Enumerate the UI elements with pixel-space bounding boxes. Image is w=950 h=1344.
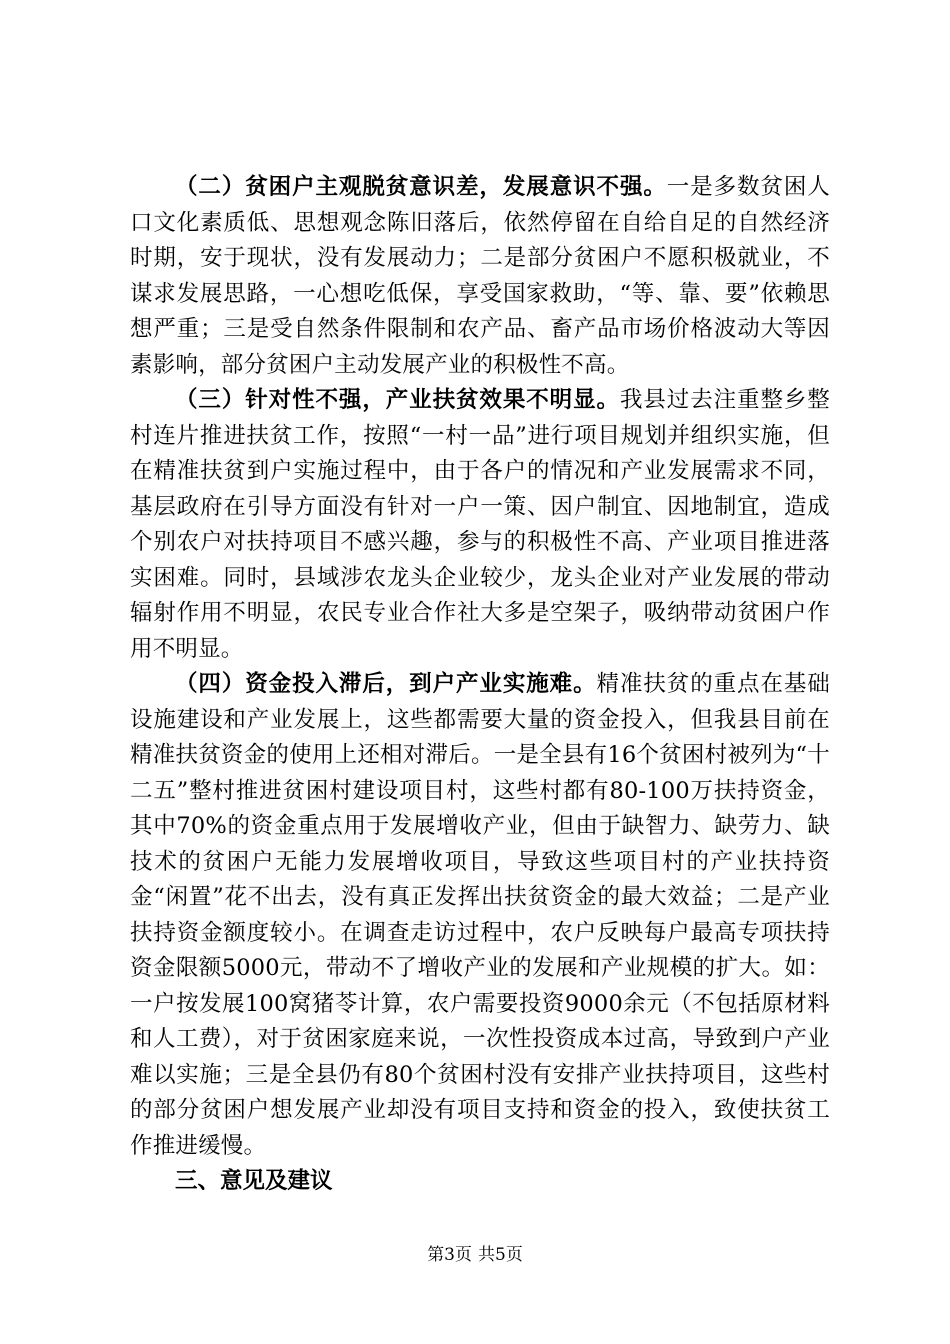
paragraph-text: 精准扶贫的重点在基础设施建设和产业发展上，这些都需要大量的资金投入，但我县目前在精准扶贫资金的使用上还相对滞后。一是全县有16个贫困村被列为“十二五”整村推进贫困村建设项目村，这些村都有80-100万扶持资金，其中70%的资金重点用于发展增收产业，但由于缺智力、缺劳力、缺技术的贫困户无能力发展增收项目，导致这些项目村的产业扶持资金“闲置”花不出去，没有真正发挥出扶贫资金的最大效益；二是产业扶持资金额度较小。在调查走访过程中，农户反映每户最高专项扶持资金限额5000元，带动不了增收产业的发展和产业规模的扩大。如：一户按发展100窝猪苓计算，农户需要投资9000余元（不包括原材料和人工费），对于贫困家庭来说，一次性投资成本过高，导致到户产业难以实施；三是全县仍有80个贫困村没有安排产业扶持项目，这些村的部分贫困户想发展产业却没有项目支持和资金的投入，致使扶贫工作推进缓慢。 [130, 671, 830, 1159]
document-body [130, 170, 830, 1200]
section-heading: 三、意见及建议 [175, 1168, 333, 1194]
paragraph-text: 我县过去注重整乡整村连片推进扶贫工作，按照“一村一品”进行项目规划并组织实施，但在精准扶贫到户实施过程中，由于各户的情况和产业发展需求不同，基层政府在引导方面没有针对一户一策、因户制宜、因地制宜，造成个别农户对扶持项目不感兴趣，参与的积极性不高、产业项目推进落实困难。同时，县域涉农龙头企业较少，龙头企业对产业发展的带动辐射作用不明显，农民专业合作社大多是空架子，吸纳带动贫困户作用不明显。 [130, 387, 830, 662]
page-total: 共5页 [478, 1245, 523, 1265]
paragraph-funding-lag [130, 667, 830, 1164]
paragraph-lead: （二）贫困户主观脱贫意识差，发展意识不强。 [175, 174, 667, 200]
page-footer [0, 1243, 950, 1267]
paragraph-industry-targeting [130, 383, 830, 667]
paragraph-text: 一是多数贫困人口文化素质低、思想观念陈旧落后，依然停留在自给自足的自然经济时期，安于现状，没有发展动力；二是部分贫困户不愿积极就业，不谋求发展思路，一心想吃低保，享受国家救助，“等、靠、要”依赖思想严重；三是受自然条件限制和农产品、畜产品市场价格波动大等因素影响，部分贫困户主动发展产业的积极性不高。 [130, 174, 831, 378]
paragraph-poverty-awareness [130, 170, 830, 383]
paragraph-lead: （三）针对性不强，产业扶贫效果不明显。 [175, 387, 620, 413]
page-number: 第3页 [427, 1245, 472, 1265]
paragraph-lead: （四）资金投入滞后，到户产业实施难。 [175, 671, 597, 697]
